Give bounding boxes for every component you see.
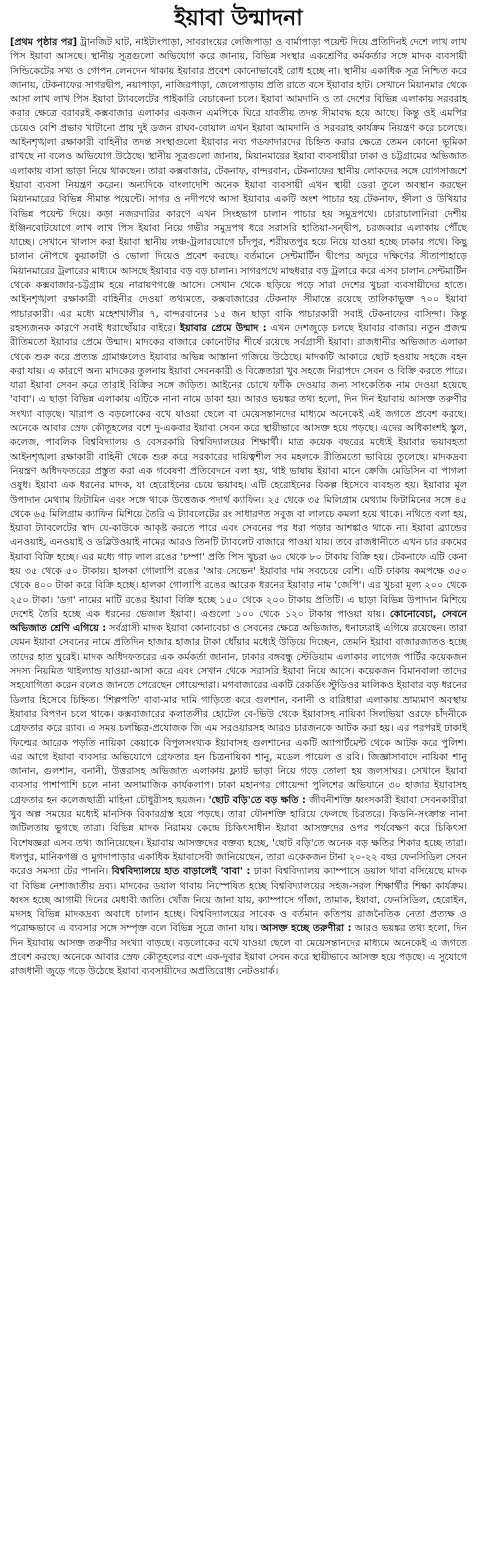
- paragraph-obsession: এখন দেশজুড়ে চলছে ইয়াবার বাজার। নতুন প্রজন্ম রীতিমতো ইয়াবার প্রেমে উন্মাদ। মাদকের বাজারে কোনোটার শীর্ষে রয়েছে সর্বগ্রাসী ইয়াবা। রাজধানীর অভিজাত এলাকা থেকে শুরু করে প্রত্যন্ত গ্রামাঞ্চলেও ইয়াবার অভিন্ন আস্তানা গজিয়ে উঠেছে। মাদকটি আকারে ছোট হওয়ায় সহজে বহন করা যায়। এ কারণে অন্য মাদকের তুলনায় ইয়াবা সেবনকারী ও বিক্রেতারা খুব সহজে নিরাপদে সেবন ও বিক্রি করতে পারে। যারা ইয়াবা সেবন করে তারাই বিক্রির সঙ্গে জড়িত। আইনের চোখে ফাঁকি দেওয়ার জন্য সাংকেতিক নাম দেওয়া হয়েছে 'বাবা'। এ ছাড়া বিভিন্ন এলাকায় এটিকে নানা নামে ডাকা হয়। আরও ভয়ঙ্কর তথ্য হলো, দিন দিন ইয়াবায় আসক্ত তরুণীর সংখ্যা বাড়ছে। খারাপ ও বড়লোকের বখে যাওয়া ছেলে বা মেয়েসন্তানদের মাধ্যমে অনেকেই এই জগতে প্রবেশ করছে। অনেকে আবার স্রেফ কৌতূহলের বশে দু-একবার ইয়াবা সেবন করে স্থায়ীভাবে আসক্ত হয়ে পড়ছে। এদের অধিকাংশই স্কুল, কলেজ, পাবলিক বিশ্ববিদ্যালয় ও বেসরকারি বিশ্ববিদ্যালয়ের শিক্ষার্থী। মাত্র কয়েক বছরের মধ্যেই ইয়াবার ভয়াবহতা আইনশৃঙ্খলা রক্ষাকারী বাহিনী থেকে শুরু করে সরকারের দায়িত্বশীল সব মহলকে রীতিমতো ভাবিয়ে তুলেছে। মাদকদ্রব্য নিয়ন্ত্রণ অধিদফতরের প্রস্তুত করা এক গবেষণা প্রতিবেদনে বলা হয়, থাই ভাষায় ইয়াবা মানে ক্রেজি মেডিসিন বা পাগলা ওষুধ। ইয়াবা এক ধরনের মাদক, যা হেরোইনের চেয়ে ভয়াবহ। এটি হেরোইনের বিকল্প হিসেবে ব্যবহৃত হয়। ইয়াবার মূল উপাদান মেথ্যাম ফিটামিন এবং সঙ্গে থাকে উত্তেজক পদার্থ ক্যাফিন। ২৫ থেকে ৩৫ মিলিগ্রাম মেথ্যাম ফিটামিনের সঙ্গে ৪৫ থেকে ৬৫ মিলিগ্রাম ক্যাফিন মিশিয়ে তৈরি এ ট্যাবলেটের রং সাধারণত সবুজ বা লালচে কমলা হয়ে থাকে। নথিতে বলা হয়, ইয়াবা ট্যাবলেটের স্বাদ যে-কাউকে আকৃষ্ট করতে পারে এবং সেবনের পর ধরা পড়ার আশঙ্কাও থাকে না। ইয়াবা ব্র্যান্ডের এনওয়াই, এনওয়াই ও ডব্লিউওয়াই নামের আরও তিনটি ট্যাবলেট বাজারে পাওয়া যায়। তবে রাজধানীতে এখন চার রকমের ইয়াবা বিক্রি হচ্ছে। এর মধ্যে গাঢ় লাল রঙের 'চম্পা' প্রতি পিস খুচরা ৬০ থেকে ৮০ টাকায় বিক্রি হয়। টেকনাফে এটি কেনা হয় ৩৫ থেকে ৫০ টাকায়। হালকা গোলাপি রঙের 'আর সেভেন' ইয়াবার দাম সবচেয়ে বেশি। এটি ঢাকায় কমপক্ষে ৩৫০ থেকে ৪০০ টাকা করে বিক্রি হচ্ছে। হালকা গোলাপি রঙের আরেক ধরনের ইয়াবার নাম 'জেপি'। এর খুচরা মূল্য ২০০ থেকে ২৫০ টাকা। 'ডগ' নামের মাটি রঙের ইয়াবা বিক্রি হচ্ছে ১৫০ থেকে ২০০ টাকায় প্রতিটি। এ ছাড়া বিভিন্ন উপাদান মিশিয়ে দেশেই তৈরি হচ্ছে এক ধরনের ভেজাল ইয়াবা। এগুলো ১০০ থেকে ১২০ টাকায় পাওয়া যায়।: [10, 322, 467, 620]
- paragraph-university: ঢাকা বিশ্ববিদ্যালয় ক্যাম্পাসে ডয়াল থাবা বসিয়েছে মাদক বা বিভিন্ন নেশাজাতীয় দ্রব্য। মাদকের ডয়াল থাবায় নিস্পেষিত হচ্ছে বিশ্ববিদ্যালয়ের সহজ-সরল শিক্ষার্থীর শিক্ষা কার্যক্রম। ধ্বংস হচ্ছে আগামী দিনের মেধাবী জাতি। খোঁজ নিয়ে জানা যায়, ক্যাম্পাসে গাঁজা, তামাক, ইয়াবা, ফেনসিডিল, হেরোইন, মদসহ বিভিন্ন মাদকদ্রব্য অবাধে চালান হচ্ছে। বিশ্ববিদ্যালয়ের সাবেক ও বর্তমান কতিপয় রাজনৈতিক নেতা প্রত্যক্ষ ও পরোক্ষভাবে এ ব্যবসার সঙ্গে সম্পৃক্ত বলে বিভিন্ন সূত্রে জানা যায়।: [10, 866, 467, 935]
- subheading-elite: কোনোবেচা, সেবনে অভিজাত শ্রেণি এগিয়ে :: [10, 608, 467, 635]
- subheading-obsession: ইয়াবার প্রেমে উন্মাদ :: [180, 322, 267, 334]
- paragraph-harm: জীবনীশক্তি ধ্বংসকারী ইয়াবা সেবনকারীরা খুব অল্প সময়ের মধ্যেই মানসিক বিকারগ্রস্ত হয়ে পড়ছে। তারা যৌনশক্তি হারিয়ে ফেলছে চিরতরে। কিডনি-সংক্রান্ত নানা জটিলতায় ভুগছে তারা। বিভিন্ন মাদক নিরাময় কেন্দ্রে চিকিৎসাধীন ইয়াবা আসক্তদের ওপর পর্যবেক্ষণ করে চিকিৎসা বিশেষজ্ঞরা এসব তথ্য জানিয়েছেন। ইয়াবায় আসক্তদের বক্তব্য হচ্ছে, 'ছোট বড়ি'তে অনেক বড় ক্ষতির শিকার হচ্ছে তারা। ধলপুর, মানিকগঞ্জ ও মুগদাপাড়ার একাধিক ইয়াবাসেবী জানিয়েছেন, তারা একেকজন টানা ২০-২২ বছর ফেনসিডিল সেবন করেও সমস্যা টের পাননি।: [10, 794, 467, 878]
- subheading-women: আসক্ত হচ্ছে তরুণীরা :: [260, 923, 352, 935]
- paragraph-women: আরও ভয়ঙ্কর তথ্য হলো, দিন দিন ইয়াবায় আসক্ত তরুণীর সংখ্যা বাড়ছে। বড়লোকের বখে যাওয়া ছেলে বা মেয়েসন্তানদের মাধ্যমে অনেকেই এ জগতে প্রবেশ করছে। অনেকে আবার স্রেফ কৌতূহলের বশে এক-দুবার ইয়াবা সেবন করে স্থায়ীভাবে আসক্ত হয়ে পড়ছে। এ সুযোগে রাজধানী জুড়ে গড়ে উঠেছে ইয়াবা ব্যবসায়ীদের অপ্রতিরোধ্য নেটওয়ার্ক।: [10, 923, 467, 978]
- article-body: [10, 36, 467, 980]
- subheading-harm-lead: 'ছোট বড়ি'তে: [208, 794, 262, 806]
- article-headline: ইয়াবা উন্মাদনা: [174, 5, 303, 31]
- continuation-marker: [প্রথম পৃষ্ঠার পর]: [10, 37, 77, 48]
- subheading-harm: বড় ক্ষতি :: [265, 794, 306, 806]
- subheading-university: বিশ্ববিদ্যালয়ে হাত বাড়ালেই 'বাবা' :: [111, 866, 251, 878]
- paragraph-intro: ট্রানজিট ঘাট, নাইট্যংপাড়া, সাবরাংয়ের লেজিপাড়া ও বার্মাপাড়া পয়েন্ট দিয়ে প্রতিদিনই দেশে লাখ লাখ পিস ইয়াবা আসছে। স্থানীয় সূত্রগুলো অভিযোগ করে জানায়, বিভিন্ন সংস্থার একশ্রেণির কর্মকর্তার সঙ্গে মাদক ব্যবসায়ী সিন্ডিকেটের সখ্য ও গোপন লেনদেন থাকায় ইয়াবার প্রবেশ কোনোভাবেই রোধ হচ্ছে না। স্থানীয় একাধিক সূত্র নিশ্চিত করে জানায়, টেকনাফের সাগরদ্বীপ, নয়াপাড়া, নাজিরপাড়া, জেলেপাড়ায় প্রতি রাতে বসে ইয়াবার হাট। সেখানে মিয়ানমার থেকে আসা লাখ লাখ পিস ইয়াবা ট্যাবলেটের পাইকারি বেচাকেনা চলে। ইয়াবা আমদানি ও তা দেশের বিভিন্ন এলাকায় সরবরাহ করার ক্ষেত্রে বরাবরই কক্সবাজার এলাকার একজন এমপিকে ঘিরে যাবতীয় তদন্ত সীমাবদ্ধ হয়ে আছে। কিন্তু ওই এমপির চেয়েও বেশি প্রভাব খাটানো প্রায় দুই ডজন রাঘব-বোয়াল এখন ইয়াবা আমদানি ও সরবরাহ কার্যক্রম নিয়ন্ত্রণ করে চলেছে। আইনশৃঙ্খলা রক্ষাকারী বাহিনীর তদন্ত সংস্থাগুলো ইয়াবার নব্য গডফাদারদের চিহ্নিত করার ক্ষেত্রে তেমন কোনো ভূমিকা রাখছে না বলেও অভিযোগ উঠেছে। স্থানীয় সূত্রগুলো জানায়, মিয়ানমারের ইয়াবা ব্যবসায়ীরা ঢাকা ও চট্টগ্রামের অভিজাত এলাকায় বাসা ভাড়া নিয়ে থাকছেন। তারা কক্সবাজার, টেকনাফ, বান্দরবান, টেকনাফের স্থানীয় লোকদের সঙ্গে যোগসাজশে ইয়াবা ব্যবসা নিয়ন্ত্রণ করেন। অন্যদিকে বাংলাদেশি অনেক ইয়াবা ব্যবসায়ী এখন স্থায়ী ডেরা তুলে অবস্থান করছেন মিয়ানমারের বিভিন্ন সীমান্ত পয়েন্টে। সাগর ও নদীপথে আসা ইয়াবার একটি অংশ পাচার হয় টেকনাফ, হ্নীলা ও উখিয়ার বিভিন্ন পয়েন্ট দিয়ে। কড়া নজরদারির কারণে এখন সিংহভাগ চালান পাচার হয় সমুদ্রপথে। চোরাচালানিরা দেশীয় ইঞ্জিনবোটযোগে লাখ লাখ পিস ইয়াবা নিয়ে গভীর সমুদ্রপথ ধরে সরাসরি হাতিয়া-সন্দ্বীপ, চরজব্বার এলাকায় পৌঁছে যাচ্ছে। সেখানে খালাস করা ইয়াবা স্থানীয় লঞ্চ-ট্রলারযোগে চাঁদপুর, শরীয়তপুর হয়ে নিয়ে যাওয়া হচ্ছে ঢাকার পথে। কিছু চালান নৌপথে কুয়াকাটা ও ভোলা দিয়েও প্রবেশ করছে। বর্তমানে সেন্টমার্টিন দ্বীপের অদূরে দক্ষিণের সীতাপাহাড়ে মিয়ানমারের ট্রলারের মাধ্যমে আসছে ইয়াবার বড় বড় চালান। সাগরপথে মাছধরার বড় ট্রলারে করে এসব চালান সেন্টমার্টিন থেকে কক্সবাজার-চট্টগ্রাম হয়ে নারায়ণগঞ্জে আসে। সেখান থেকে ছড়িয়ে পড়ে সারা দেশের খুচরা ব্যবসায়ীদের হাতে। আইনশৃঙ্খলা রক্ষাকারী বাহিনীর দেওয়া তথ্যমতে, কক্সবাজারের টেকনাফ সীমান্তে রয়েছে তালিকাভুক্ত ৭০০ ইয়াবা পাচারকারী। এর মধ্যে মহেশখালীর ৭, বান্দরবানের ১৫ জন ছাড়া বাকি পাচারকারী সবাই টেকনাফের বাসিন্দা। কিন্তু রহস্যজনক কারণে সবাই ধরাছোঁয়ার বাইরে।: [10, 37, 467, 334]
- paragraph-elite: সর্বগ্রাসী মাদক ইয়াবা কোনাবেচা ও সেবনের ক্ষেত্রে অভিজাত, ধনাঢ্যরাই এগিয়ে রয়েছেন। তারা যেমন ইয়াবা সেবনের নামে প্রতিদিন হাজার হাজার টাকা ধোঁয়ার মধ্যেই উড়িয়ে দিচ্ছেন, তেমনি ইয়াবা বাজারজাতও হচ্ছে তাদের হাত ঘুরেই। মাদক অধিদফতরের এক কর্মকর্তা জানান, ঢাকার বঙ্গবন্ধু স্টেডিয়াম এলাকার লাগেজ পার্টির কয়েকজন সদস্য নিয়মিত থাইল্যান্ড যাওয়া-আসা করে এবং সেখান থেকে সরাসরি ইয়াবা নিয়ে আসে। কয়েকজন বিমানবালা তাদের সহযোগিতা করেন বলেও জানতে পেরেছেন গোয়েন্দারা। মগবাজারের একটি রেকর্ডিং স্টুডিওর মালিকও ইয়াবার বড় ধরনের ডিলার হিসেবে চিহ্নিত। 'শিল্পপতি' বাবা-মার দামি গাড়িতে করে গুলশান, বনানী ও বারিধারা এলাকায় ভ্রাম্যমাণ অবস্থায় ইয়াবার বিপণন চলে থাকে। কক্সবাজারের কলাতলীর হোটেল বে-ভিউ থেকে ইয়াবাসহ নায়িকা সিলভিয়া ওরফে চাঁদনীকে গ্রেফতার করে র‍্যাব। এ সময় চলচ্চিত্র-প্রযোজক জি এম সরওয়ারসহ আরও চারজনকে আটক করা হয়। এর পরপরই ঢাকাই ফিল্মের আরেক পড়তি নায়িকা কেয়াকে বিপুলসংখ্যক ইয়াবাসহ গুলশানের একটি অ্যাপার্টমেন্ট থেকে আটক করে পুলিশ। এর আগে ইয়াবা ব্যবসার অভিযোগে গ্রেফতার হন চিত্রনায়িকা শানু, মডেল পায়েল ও রবি। জিজ্ঞাসাবাদে নায়িকা শানু জানান, গুলশান, বনানী, উত্তরাসহ অভিজাত এলাকায় ফ্ল্যাট ভাড়া নিয়ে গড়ে তোলা হয় জলসাঘর। সেখানে ইয়াবা ব্যবসার পাশাপাশি চলে নানা অসামাজিক কার্যকলাপ। ঢাকা মহানগর গোয়েন্দা পুলিশের অভিযানে ৩০ হাজার ইয়াবাসহ গ্রেফতার হন কলেজছাত্রী মাহিনা চৌধুরীসহ ছয়জন।: [10, 623, 467, 806]
